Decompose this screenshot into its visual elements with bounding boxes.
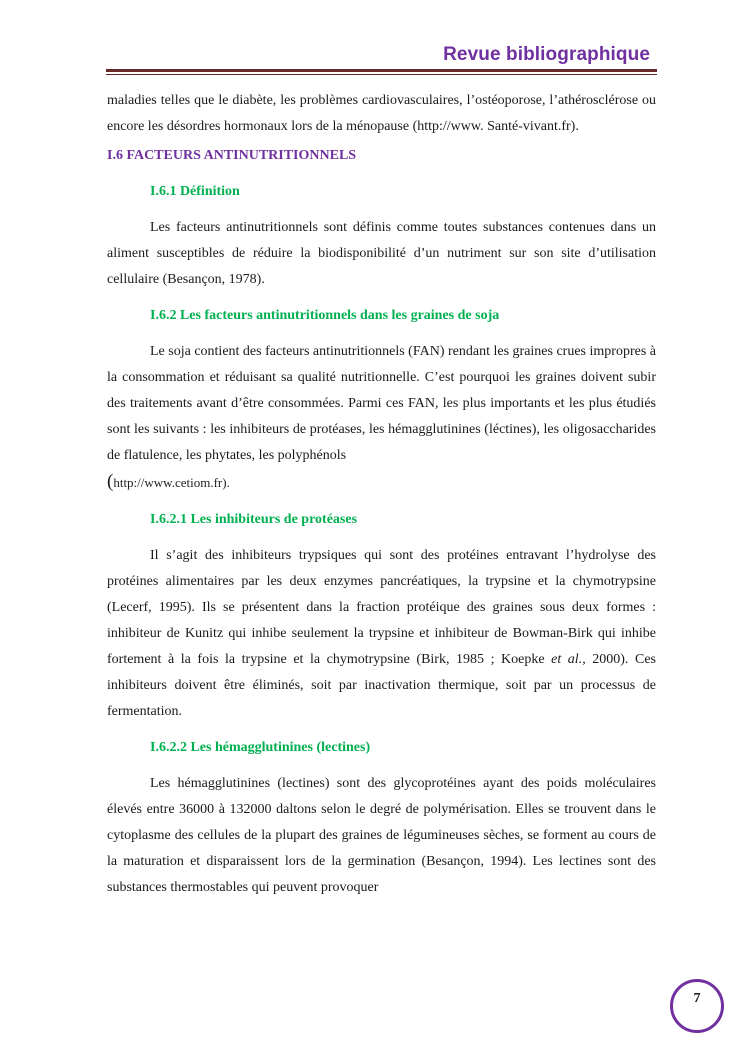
protease-text-before: Il s’agit des inhibiteurs trypsiques qui sont des protéines entravant l’hydrolyse des protéines alimentaires par les deux enzymes pancréatiques, la trypsine et la chymotrypsine (Lecerf, 1995). Ils se présentent dans la fraction protéique des graines sous deux formes : inhibiteur de Kunitz qui inhibe seulement la trypsine et inhibiteur de Bowman-Birk qui inhibe fortement à la fois la trypsine et la chymotrypsine (Birk, 1985 ; Koepke — [107, 548, 656, 667]
section-heading-i6: I.6 FACTEURS ANTINUTRITIONNELS — [107, 148, 357, 163]
soja-fan-text: Le soja contient des facteurs antinutritionnels (FAN) rendant les graines crues impropres à la consommation et réduisant sa qualité nutritionnelle. C’est pourquoi les graines doivent subir des traitements avant d’être consommées. Parmi ces FAN, les plus importants et les plus étudiés sont les suivants : les inhibiteurs de protéases, les hémagglutinines (léctines), les oligosaccharides de flatulence, les phytates, les polyphénols — [107, 344, 656, 463]
cetiom-url: http://www.cetiom.fr). — [113, 475, 230, 490]
subsection-heading-i61: I.6.1 Définition — [150, 184, 240, 199]
definition-paragraph: Les facteurs antinutritionnels sont définis comme toutes substances contenues dans un aliment susceptibles de réduire la biodisponibilité d’un nutriment sur son site d’utilisation cellulaire (Besançon, 1978). — [107, 220, 656, 287]
page-number-badge — [670, 979, 724, 1033]
protease-text-after: , 2000). Ces inhibiteurs doivent être éliminés, soit par inactivation thermique, soit par un processus de fermentation. — [107, 652, 656, 719]
subsection-heading-i621: I.6.2.1 Les inhibiteurs de protéases — [150, 512, 358, 527]
et-al-italic: et al. — [551, 652, 583, 667]
soja-fan-paragraph — [107, 339, 656, 497]
intro-paragraph: maladies telles que le diabète, les problèmes cardiovasculaires, l’ostéoporose, l’athérosclérose ou encore les désordres hormonaux lors de la ménopause (http://www. Santé-vivant.fr). — [107, 93, 656, 134]
page-number: 7 — [693, 991, 701, 1006]
open-parenthesis: ( — [107, 471, 114, 492]
page-body — [107, 88, 656, 911]
lectines-paragraph: Les hémagglutinines (lectines) sont des glycoprotéines ayant des poids moléculaires élevés entre 36000 à 132000 daltons selon le degré de polymérisation. Elles se trouvent dans le cytoplasme des cellules de la plupart des graines de légumineuses sèches, se forment au cours de la maturation et disparaissent lors de la germination (Besançon, 1994). Les lectines sont des substances thermostables qui peuvent provoquer — [107, 776, 656, 895]
header-rule-thick — [106, 69, 657, 72]
subsection-heading-i62: I.6.2 Les facteurs antinutritionnels dans les graines de soja — [150, 308, 500, 323]
header-rule-thin — [106, 74, 657, 75]
page-header-title: Revue bibliographique — [443, 44, 650, 65]
subsection-heading-i622: I.6.2.2 Les hémagglutinines (lectines) — [150, 740, 371, 755]
protease-paragraph — [107, 543, 656, 725]
